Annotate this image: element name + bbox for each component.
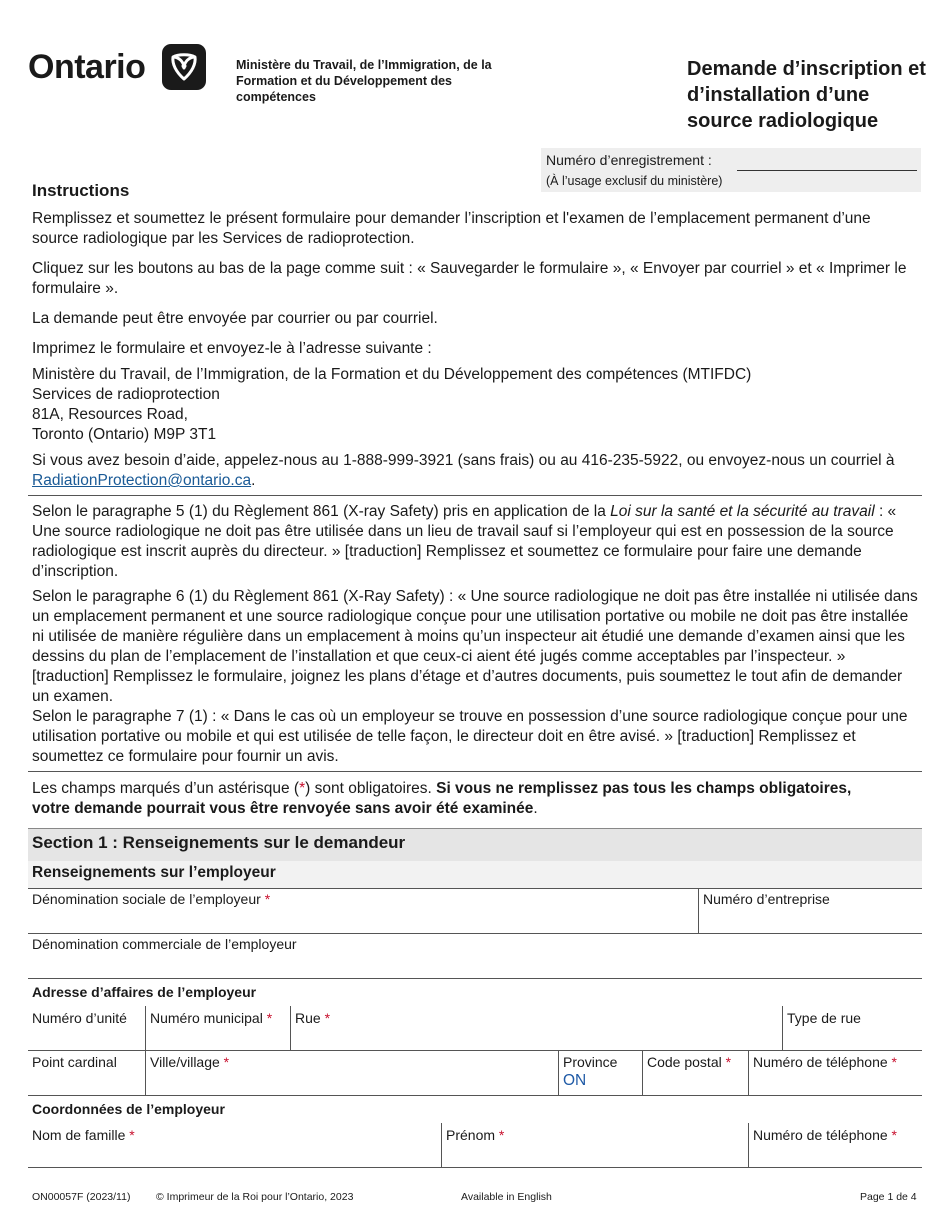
help-paragraph xyxy=(32,451,920,491)
registration-label: Numéro d’enregistrement : xyxy=(546,152,712,168)
instructions-p4: Imprimez le formulaire et envoyez-le à l’adresse suivante : xyxy=(32,340,432,357)
instructions-p1: Remplissez et soumettez le présent formulaire pour demander l’inscription et l'examen de l’emplacement permanent d’une source radiologique par les Services de radioprotection. xyxy=(32,210,871,247)
required-star: * xyxy=(891,1127,897,1143)
required-fields-note xyxy=(32,779,852,819)
divider xyxy=(28,771,922,772)
copyright: © Imprimeur de la Roi pour l’Ontario, 2023 xyxy=(156,1191,354,1203)
reg5-law-title: Loi sur la santé et la sécurité au travail xyxy=(610,503,875,520)
regulation-6-paragraph: Selon le paragraphe 6 (1) du Règlement 861 (X-Ray Safety) : « Une source radiologique ne doit pas être installée ni utilisée dans un emplacement permanent et une source radiologique conçue pour une utilisation portative ou mobile ne doit pas être installée ni utilisée de manière régulière dans un emplacement à moins qu’un inspecteur ait étudié une demande d’examen ainsi que les dessins du plan de l’emplacement de l’installation et que ceux-ci aient été jugés comme acceptables par l’inspecteur. » [traduction] Remplissez le formulaire, joignez les plans d’étage et d’autres documents, puis soumettez le tout afin de demander un examen. xyxy=(32,588,918,705)
reg5-text-a: Selon le paragraphe 5 (1) du Règlement 861 (X-ray Safety) pris en application de la xyxy=(32,503,611,520)
help-email-link[interactable]: RadiationProtection@ontario.ca xyxy=(32,472,252,489)
regulation-7-paragraph: Selon le paragraphe 7 (1) : « Dans le cas où un employeur se trouve en possession d’une source radiologique conçue pour une utilisation portative ou mobile et qui est utilisée de telle façon, le directeur doit en être avisé. » [traduction] Remplissez et soumettez ce formulaire pour fournir un avis. xyxy=(32,708,908,765)
first-name-text: Prénom xyxy=(446,1127,496,1143)
address-line-1: Ministère du Travail, de l’Immigration, de la Formation et du Développement des compétences (MTIFDC) xyxy=(32,366,752,383)
street-field[interactable] xyxy=(291,1006,782,1050)
employer-info-title: Renseignements sur l’employeur xyxy=(32,864,276,881)
street-number-label xyxy=(150,1010,272,1026)
employer-legal-name-text: Dénomination sociale de l’employeur xyxy=(32,891,261,907)
req-end: . xyxy=(533,800,538,817)
last-name-field[interactable] xyxy=(28,1123,441,1167)
ontario-logo-text: Ontario xyxy=(28,48,146,86)
ministry-name: Ministère du Travail, de l’Immigration, de la Formation et du Développement des compétences xyxy=(236,58,492,104)
postal-code-text: Code postal xyxy=(647,1054,722,1070)
direction-label: Point cardinal xyxy=(32,1054,117,1070)
address-line-4: Toronto (Ontario) M9P 3T1 xyxy=(32,426,217,443)
business-number-field[interactable] xyxy=(699,889,922,933)
required-star: * xyxy=(129,1127,135,1143)
street-text: Rue xyxy=(295,1010,321,1026)
first-name-label xyxy=(446,1127,504,1143)
required-star: * xyxy=(324,1010,331,1026)
required-star: * xyxy=(725,1054,732,1070)
req-text-b: ) sont obligatoires. xyxy=(305,780,437,797)
req-star: * xyxy=(299,780,306,797)
required-star: * xyxy=(264,891,271,907)
req-bold-text: Si vous ne remplissez pas tous les champs obligatoires, votre demande pourrait vous être renvoyée sans avoir été examinée xyxy=(32,780,852,817)
contact-phone-text: Numéro de téléphone xyxy=(753,1127,888,1143)
employer-legal-name-field[interactable] xyxy=(28,889,698,933)
help-end: . xyxy=(251,472,256,489)
city-text: Ville/village xyxy=(150,1054,220,1070)
phone-text: Numéro de téléphone xyxy=(753,1054,888,1070)
city-label xyxy=(150,1054,229,1070)
street-type-field[interactable] xyxy=(783,1006,922,1050)
required-star: * xyxy=(498,1127,505,1143)
ontario-trillium-icon xyxy=(162,44,206,90)
street-type-label: Type de rue xyxy=(787,1010,861,1026)
unit-number-label: Numéro d’unité xyxy=(32,1010,127,1026)
unit-number-field[interactable] xyxy=(28,1006,145,1050)
employer-trade-name-label: Dénomination commerciale de l’employeur xyxy=(32,936,297,952)
divider xyxy=(28,978,922,979)
province-field[interactable] xyxy=(559,1051,642,1095)
required-star: * xyxy=(223,1054,230,1070)
divider xyxy=(28,1167,922,1168)
province-value: ON xyxy=(563,1072,587,1089)
contact-phone-label xyxy=(753,1127,897,1143)
contact-phone-field[interactable] xyxy=(749,1123,922,1167)
street-number-text: Numéro municipal xyxy=(150,1010,263,1026)
business-address-heading: Adresse d’affaires de l’employeur xyxy=(32,984,257,1000)
city-field[interactable] xyxy=(146,1051,558,1095)
business-number-label: Numéro d’entreprise xyxy=(703,891,830,907)
phone-field[interactable] xyxy=(749,1051,922,1095)
instructions-p3: La demande peut être envoyée par courrier ou par courriel. xyxy=(32,310,438,327)
registration-note: (À l’usage exclusif du ministère) xyxy=(546,174,723,188)
available-in-english: Available in English xyxy=(461,1191,552,1203)
last-name-text: Nom de famille xyxy=(32,1127,126,1143)
reg5-text-b: : « Une source radiologique ne doit pas être utilisée dans un lieu de travail sauf si l’employeur qui est en possession de la source radiologique est inscrit auprès du directeur. » [traduction] Remplissez et soumettez ce formulaire pour faire une demande d’inscription. xyxy=(32,503,897,580)
page-number: Page 1 de 4 xyxy=(860,1191,917,1203)
regulation-5-paragraph xyxy=(32,502,920,582)
req-text-a: Les champs marqués d’un astérisque ( xyxy=(32,780,300,797)
address-line-2: Services de radioprotection xyxy=(32,386,220,403)
street-number-field[interactable] xyxy=(146,1006,290,1050)
address-line-3: 81A, Resources Road, xyxy=(32,406,188,423)
required-star: * xyxy=(266,1010,273,1026)
divider xyxy=(28,1095,922,1096)
instructions-p2: Cliquez sur les boutons au bas de la page comme suit : « Sauvegarder le formulaire », « Envoyer par courriel » et « Imprimer le formulaire ». xyxy=(32,260,907,297)
street-label xyxy=(295,1010,330,1026)
employer-legal-name-label xyxy=(32,891,270,907)
last-name-label xyxy=(32,1127,135,1143)
postal-code-field[interactable] xyxy=(643,1051,748,1095)
postal-code-label xyxy=(647,1054,731,1070)
employer-trade-name-field[interactable] xyxy=(28,934,922,978)
phone-label xyxy=(753,1054,897,1070)
help-text: Si vous avez besoin d’aide, appelez-nous au 1-888-999-3921 (sans frais) ou au 416-235-5922, ou envoyez-nous un courriel à xyxy=(32,452,895,469)
form-title: Demande d’inscription et d’installation d’une source radiologique xyxy=(687,58,926,132)
required-star: * xyxy=(891,1054,897,1070)
employer-contact-heading: Coordonnées de l’employeur xyxy=(32,1101,225,1117)
section-1-title: Section 1 : Renseignements sur le demandeur xyxy=(32,833,406,852)
instructions-heading: Instructions xyxy=(32,181,130,200)
divider xyxy=(28,495,922,496)
direction-field[interactable] xyxy=(28,1051,145,1095)
first-name-field[interactable] xyxy=(442,1123,748,1167)
registration-number-field[interactable] xyxy=(737,170,917,171)
form-number: ON00057F (2023/11) xyxy=(32,1191,131,1203)
province-label: Province xyxy=(563,1054,618,1070)
